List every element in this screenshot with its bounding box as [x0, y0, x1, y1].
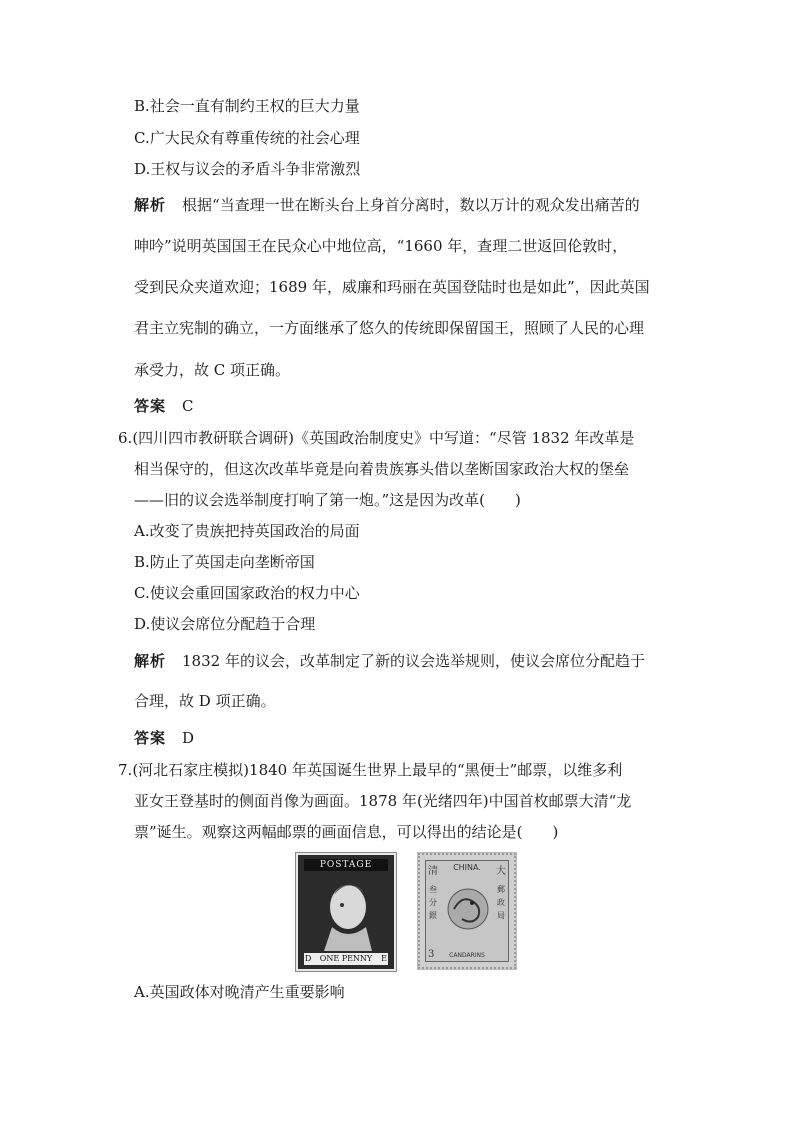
- q6-option-c: C.使议会重回国家政治的权力中心: [134, 584, 360, 602]
- q5-analysis-line-5: 承受力，故 C 项正确。: [134, 361, 291, 379]
- penny-black-stamp: [296, 853, 396, 971]
- q5-analysis-line-1: 解析 根据“当查理一世在断头台上身首分离时，数以万计的观众发出痛苦的: [134, 196, 640, 214]
- queen-portrait-icon: [298, 855, 394, 969]
- q5-option-b: B.社会一直有制约王权的巨大力量: [134, 97, 360, 115]
- q5-analysis-line-2: 呻吟”说明英国国王在民众心中地位高，“1660 年，查理二世返回伦敦时，: [134, 237, 628, 255]
- penny-black-bottom-label: D ONE PENNY E: [305, 954, 387, 963]
- q6-source: (四川四市教研联合调研): [132, 429, 295, 447]
- q6-answer-label: 答案: [134, 729, 167, 747]
- dragon-stamp-bottom-label: CANDARINS: [449, 952, 485, 959]
- q6-option-b: B.防止了英国走向垄断帝国: [134, 553, 315, 571]
- q7-stem-line-2: 亚女王登基时的侧面肖像为画面。1878 年(光绪四年)中国首枚邮票大清“龙: [134, 792, 632, 810]
- penny-black-top-label: POSTAGE: [304, 859, 388, 871]
- q6-stem-line-3: ——旧的议会选举制度打响了第一炮。”这是因为改革( ): [134, 491, 521, 509]
- q7-stem-line-3: 票”诞生。观察这两幅邮票的画面信息，可以得出的结论是( ): [134, 823, 559, 841]
- q7-option-a: A.英国政体对晚清产生重要影响: [134, 983, 345, 1001]
- q6-stem-line-2: 相当保守的，但这次改革毕竟是向着贵族寡头借以垄断国家政治大权的堡垒: [134, 460, 630, 478]
- large-dragon-stamp-frame: 清 大 CHINA. 叁分銀 郵政局 3 CANDARINS: [425, 860, 509, 962]
- q7-stem-line-1: 7.(河北石家庄模拟)1840 年英国诞生世界上最早的“黑便士”邮票，以维多利: [118, 761, 623, 779]
- dragon-stamp-left-text: 叁分銀: [429, 885, 437, 920]
- dragon-stamp-right-text: 郵政局: [497, 885, 505, 920]
- q6-stem-line-1: 6.(四川四市教研联合调研)《英国政治制度史》中写道：“尽管 1832 年改革是: [118, 429, 635, 447]
- q6-answer: 答案 D: [134, 729, 195, 747]
- q6-analysis-line-2: 合理，故 D 项正确。: [134, 692, 276, 710]
- q6-analysis-line-1: 解析 1832 年的议会，改革制定了新的议会选举规则，使议会席位分配趋于: [134, 652, 645, 670]
- q6-option-a: A.改变了贵族把持英国政治的局面: [134, 522, 360, 540]
- large-dragon-stamp: [418, 853, 516, 969]
- q5-option-c: C.广大民众有尊重传统的社会心理: [134, 129, 360, 147]
- q5-answer: 答案 C: [134, 397, 194, 415]
- q6-analysis-label: 解析: [134, 652, 167, 670]
- dragon-stamp-top-label: CHINA.: [453, 863, 481, 872]
- q5-option-d: D.王权与议会的矛盾斗争非常激烈: [134, 160, 361, 178]
- q5-answer-label: 答案: [134, 397, 167, 415]
- stamps-figure: [296, 853, 526, 969]
- q5-analysis-line-4: 君主立宪制的确立，一方面继承了悠久的传统即保留国王，照顾了人民的心理: [134, 319, 645, 337]
- dragon-icon: [426, 861, 510, 961]
- q5-analysis-line-3: 受到民众夹道欢迎；1689 年，威廉和玛丽在英国登陆时也是如此”，因此英国: [134, 278, 650, 296]
- q7-source: (河北石家庄模拟): [132, 761, 250, 779]
- q6-option-d: D.使议会席位分配趋于合理: [134, 615, 316, 633]
- q5-analysis-label: 解析: [134, 196, 167, 214]
